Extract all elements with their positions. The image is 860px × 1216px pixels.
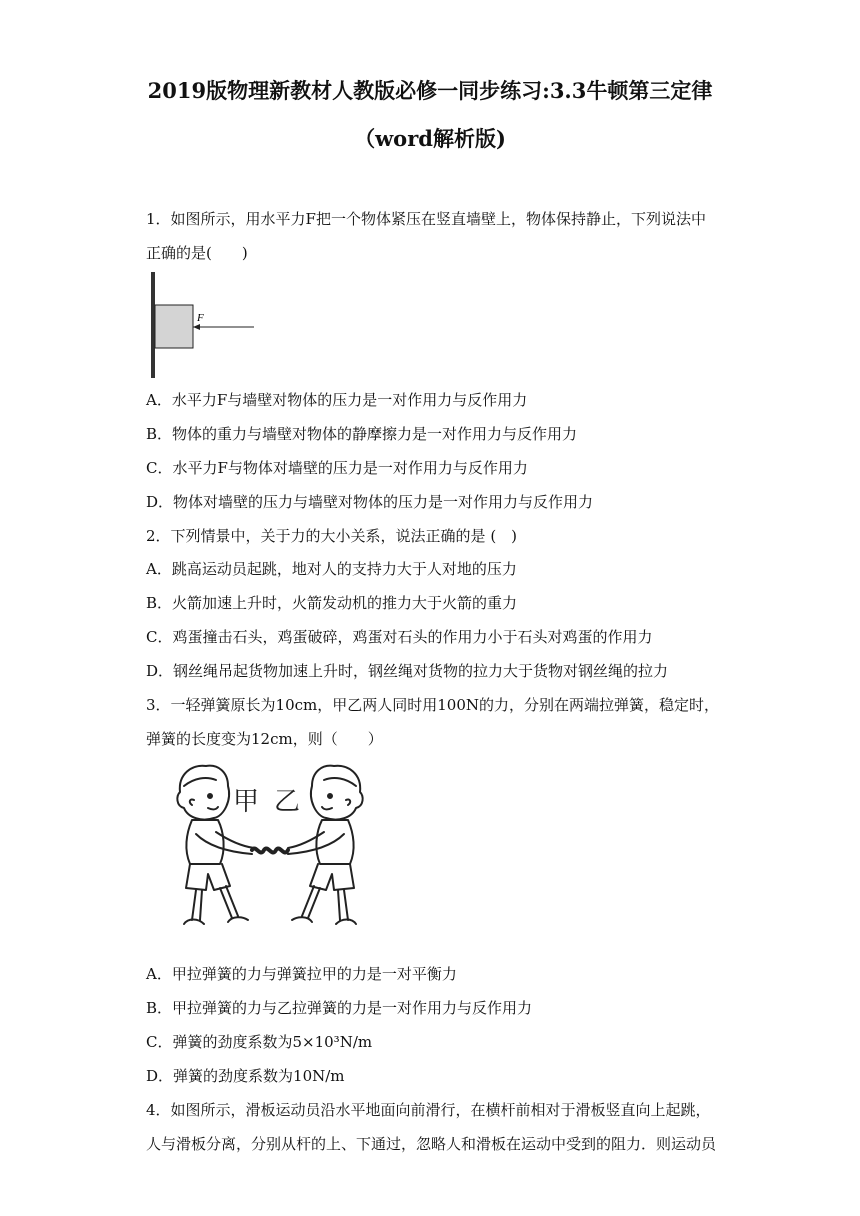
- q1-stem-line2: 正确的是( ): [146, 244, 248, 262]
- q3-spring-pull-illustration: [170, 760, 370, 945]
- label-yi: 乙: [274, 787, 301, 817]
- q4-stem-line2: 人与滑板分离，分别从杆的上、下通过，忽略人和滑板在运动中受到的阻力．则运动员: [146, 1135, 717, 1153]
- q3-stem-line1: 3．一轻弹簧原长为10cm，甲乙两人同时用100N的力，分别在两端拉弹簧，稳定时，: [146, 696, 720, 714]
- q3-option-c: C．弹簧的劲度系数为5×10³N/m: [146, 1033, 373, 1051]
- spring: [252, 848, 288, 852]
- q2-option-c: C．鸡蛋撞击石头，鸡蛋破碎，鸡蛋对石头的作用力小于石头对鸡蛋的作用力: [146, 628, 653, 646]
- q2-option-b: B．火箭加速上升时，火箭发动机的推力大于火箭的重力: [146, 594, 518, 612]
- q1-option-c: C．水平力F与物体对墙壁的压力是一对作用力与反作用力: [146, 459, 528, 477]
- document-title-line1: 2019版物理新教材人教版必修一同步练习:3.3牛顿第三定律: [147, 78, 713, 103]
- q3-option-b: B．甲拉弹簧的力与乙拉弹簧的力是一对作用力与反作用力: [146, 999, 533, 1017]
- label-jia: 甲: [233, 787, 260, 817]
- wall: [151, 272, 155, 378]
- q1-option-d: D．物体对墙壁的压力与墙壁对物体的压力是一对作用力与反作用力: [146, 493, 594, 511]
- q2-option-a: A．跳高运动员起跳，地对人的支持力大于人对地的压力: [146, 560, 517, 578]
- q1-option-a: A．水平力F与墙壁对物体的压力是一对作用力与反作用力: [146, 391, 528, 409]
- q3-stem-line2: 弹簧的长度变为12cm，则（ ）: [146, 730, 383, 748]
- q1-wall-block-figure: [146, 272, 258, 378]
- q4-stem-line1: 4．如图所示，滑板运动员沿水平地面向前滑行，在横杆前相对于滑板竖直向上起跳，: [146, 1101, 711, 1119]
- q2-option-d: D．钢丝绳吊起货物加速上升时，钢丝绳对货物的拉力大于货物对钢丝绳的拉力: [146, 662, 669, 680]
- document-title-line2: （word解析版): [354, 126, 506, 151]
- q3-option-a: A．甲拉弹簧的力与弹簧拉甲的力是一对平衡力: [146, 965, 457, 983]
- arrow-head: [193, 324, 200, 330]
- q3-option-d: D．弹簧的劲度系数为10N/m: [146, 1067, 345, 1085]
- block: [155, 305, 193, 348]
- q1-stem-line1: 1．如图所示，用水平力F把一个物体紧压在竖直墙壁上，物体保持静止，下列说法中: [146, 210, 706, 228]
- force-label: F: [197, 312, 204, 324]
- q1-option-b: B．物体的重力与墙壁对物体的静摩擦力是一对作用力与反作用力: [146, 425, 578, 443]
- q2-stem: 2．下列情景中，关于力的大小关系，说法正确的是 ( ): [146, 527, 518, 545]
